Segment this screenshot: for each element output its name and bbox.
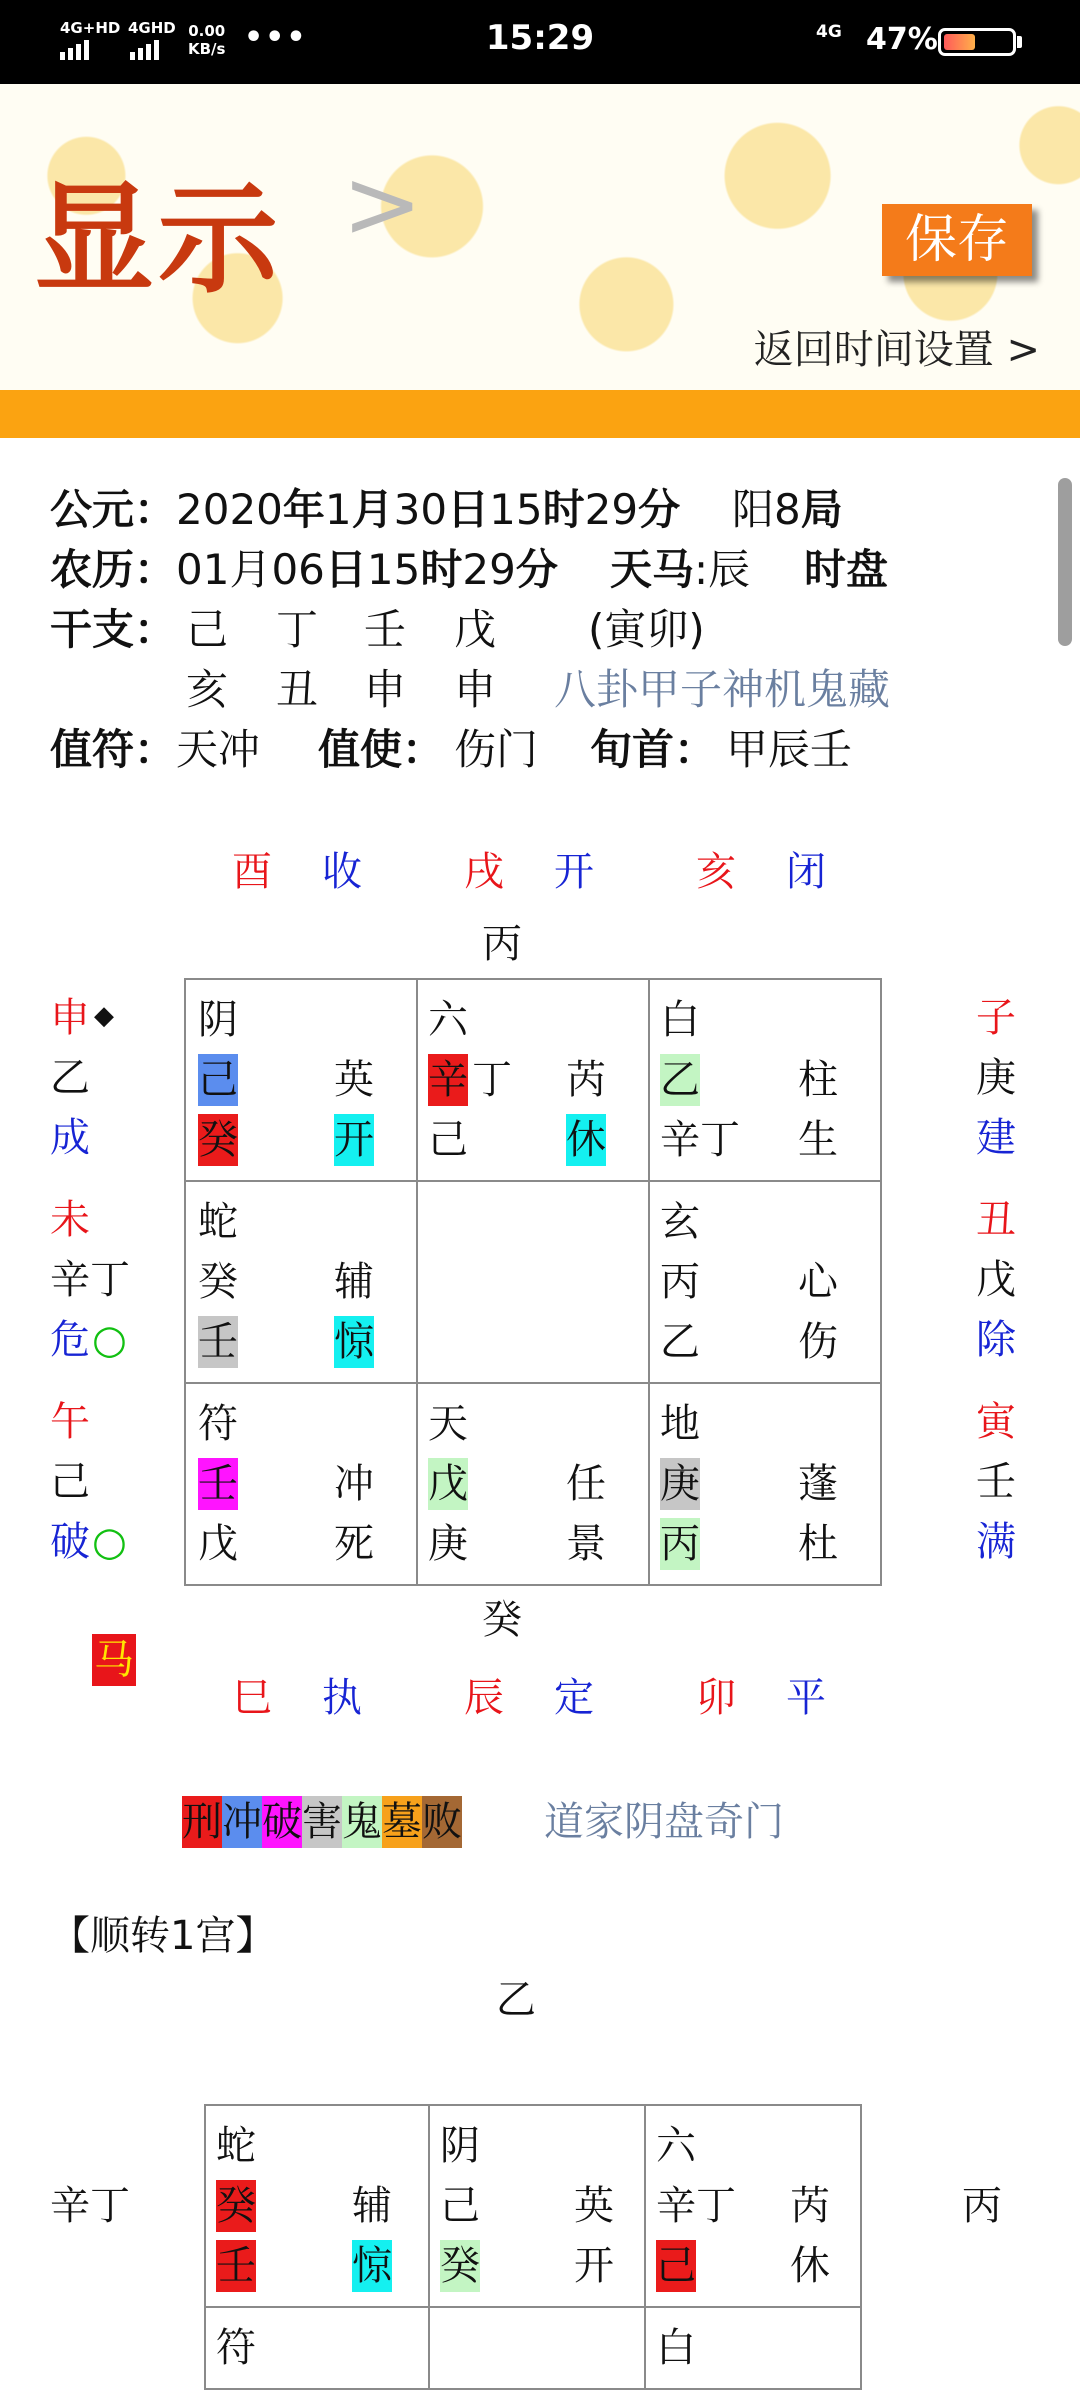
lunar-minute-unit: 分	[515, 545, 558, 594]
di-gan: 壬	[216, 2240, 256, 2292]
right-jian-2: 除	[976, 1317, 1016, 1363]
door-label: 伤	[798, 1319, 838, 1365]
battery-icon	[938, 28, 1016, 56]
star-label: 任	[566, 1461, 606, 1507]
right-zhi-2: 丑	[976, 1197, 1016, 1243]
network-4g-icon: 4G	[816, 22, 842, 42]
center-palace[interactable]	[417, 1181, 649, 1383]
ganzhi-row	[50, 600, 705, 660]
door-label: 杜	[798, 1521, 838, 1567]
tian-gan: 壬	[198, 1458, 238, 1510]
di-gan: 己	[428, 1117, 468, 1163]
palace-cell[interactable]	[185, 1383, 417, 1585]
shen-label: 蛇	[198, 1199, 238, 1245]
zhi-month: 丑	[276, 665, 319, 714]
nine-palace-grid	[184, 978, 882, 1586]
shen-label: 白	[660, 997, 700, 1043]
shen-label: 地	[660, 1401, 700, 1447]
ju-value: 阳8局	[732, 485, 843, 534]
lunar-day-unit: 日	[324, 545, 367, 594]
star-label: 蓬	[798, 1461, 838, 1507]
zhi-year: 亥	[186, 665, 229, 714]
tian-gan: 辛丁	[656, 2183, 736, 2229]
di-gan: 辛丁	[660, 1117, 740, 1163]
left-zhi-2: 未	[50, 1197, 90, 1243]
horse-badge: 马	[92, 1634, 136, 1686]
right-gan-2: 戊	[976, 1257, 1016, 1303]
zhishi-value: 伤门	[454, 725, 539, 774]
shipan-label: 时盘	[804, 545, 889, 594]
zhifu-value: 天冲	[176, 725, 261, 774]
lunar-date: 01月06	[176, 545, 325, 594]
month-value: 1	[324, 485, 352, 534]
status-bar	[0, 0, 1080, 84]
rotation-heading: 【顺转1宫】	[50, 1913, 276, 1959]
shen-label: 符	[198, 1401, 238, 1447]
second-grid	[204, 2104, 862, 2390]
palace-cell[interactable]	[645, 2105, 861, 2307]
door-label: 开	[334, 1114, 374, 1166]
right-gan-1: 庚	[976, 1055, 1016, 1101]
minute-unit: 分	[638, 485, 681, 534]
legend-po: 破	[262, 1796, 302, 1848]
bottom-branch-3: 卯	[696, 1675, 736, 1721]
bottom-branch-2: 辰	[464, 1675, 504, 1721]
tian-gan: 己	[198, 1054, 238, 1106]
star-label: 柱	[798, 1057, 838, 1103]
left-gan-2: 辛丁	[50, 1257, 130, 1303]
top-branch-2: 戌	[464, 849, 504, 895]
day-unit: 日	[447, 485, 490, 534]
star-label: 辅	[352, 2183, 392, 2229]
back-to-time-settings-link[interactable]: 返回时间设置 >	[753, 327, 1040, 373]
top-branch-3: 亥	[696, 849, 736, 895]
shen-label: 阴	[198, 997, 238, 1043]
tian-gan-2: 丁	[472, 1057, 512, 1103]
year-unit: 年	[282, 485, 325, 534]
gongyuan-label: 公元：	[50, 485, 177, 534]
zhifu-label: 值符：	[50, 725, 177, 774]
star-label: 冲	[334, 1461, 374, 1507]
top-jian-1: 收	[322, 849, 362, 895]
signal-1-label: 4G+HD	[60, 19, 121, 37]
signal-2-label: 4GHD	[128, 19, 176, 37]
shen-label: 符	[216, 2325, 256, 2371]
header-banner	[0, 84, 1080, 390]
clock: 15:29	[485, 18, 595, 58]
app-link[interactable]: 八卦甲子神机鬼藏	[554, 665, 891, 714]
second-left-label: 辛丁	[50, 2183, 130, 2229]
year-value: 2020	[176, 485, 283, 534]
di-gan: 壬	[198, 1316, 238, 1368]
left-jian-1: 成	[50, 1115, 90, 1161]
palace-cell[interactable]	[185, 979, 417, 1181]
diamond-icon: ◆	[94, 1001, 114, 1031]
door-label: 休	[566, 1114, 606, 1166]
tian-gan: 戊	[428, 1458, 468, 1510]
legend-gui: 鬼	[342, 1796, 382, 1848]
left-jian-2: 危	[50, 1317, 90, 1363]
shen-label: 六	[656, 2123, 696, 2169]
gongyuan-row	[50, 480, 843, 540]
bottom-jian-1: 执	[322, 1675, 362, 1721]
star-label: 芮	[566, 1057, 606, 1103]
circle-icon: ○	[92, 1317, 127, 1363]
shen-label: 白	[656, 2325, 696, 2371]
zhishi-label: 值使：	[318, 725, 445, 774]
battery-percent: 47%	[866, 22, 938, 57]
second-top-gan: 乙	[496, 1977, 536, 2023]
zhi-row	[50, 660, 891, 720]
tian-gan: 丙	[660, 1259, 700, 1305]
bottom-jian-2: 定	[554, 1675, 594, 1721]
zhi-hour: 申	[454, 665, 497, 714]
right-zhi-3: 寅	[976, 1399, 1016, 1445]
nongli-label: 农历：	[50, 545, 177, 594]
tianma: 天马:辰	[610, 545, 751, 594]
palace-cell[interactable]	[417, 1383, 649, 1585]
tian-gan: 癸	[216, 2180, 256, 2232]
chevron-right-icon: >	[342, 148, 423, 260]
chart-info	[50, 480, 891, 780]
tian-gan: 庚	[660, 1458, 700, 1510]
star-label: 辅	[334, 1259, 374, 1305]
di-gan: 丙	[660, 1518, 700, 1570]
palace-cell[interactable]	[649, 979, 881, 1181]
battery-tip-icon	[1017, 36, 1022, 48]
more-notifications-icon: •••	[244, 20, 308, 55]
relation-legend	[182, 1796, 462, 1848]
door-label: 生	[798, 1117, 838, 1163]
bottom-branch-1: 巳	[232, 1675, 272, 1721]
di-gan: 戊	[198, 1521, 238, 1567]
minute-value: 29	[584, 485, 639, 534]
scrollbar[interactable]	[1058, 478, 1072, 646]
di-gan: 己	[656, 2240, 696, 2292]
di-gan: 癸	[198, 1114, 238, 1166]
star-label: 英	[334, 1057, 374, 1103]
palace-cell[interactable]	[185, 1181, 417, 1383]
xunshou-value: 甲辰壬	[726, 725, 853, 774]
door-label: 死	[334, 1521, 374, 1567]
palace-cell[interactable]	[205, 2105, 429, 2307]
di-gan: 庚	[428, 1521, 468, 1567]
gan-hour: 戊	[454, 605, 497, 654]
tian-gan: 癸	[198, 1259, 238, 1305]
legend-bai: 败	[422, 1796, 462, 1848]
ganzhi-label: 干支：	[50, 605, 177, 654]
palace-cell[interactable]	[205, 2307, 429, 2389]
page-title: 显示	[34, 171, 282, 310]
month-unit: 月	[351, 485, 394, 534]
right-zhi-1: 子	[976, 995, 1016, 1041]
kong-wang: (寅卯)	[588, 605, 705, 654]
shen-label: 阴	[440, 2123, 480, 2169]
palace-cell[interactable]	[429, 2307, 645, 2389]
right-jian-3: 满	[976, 1519, 1016, 1565]
gan-day: 壬	[364, 605, 407, 654]
star-label: 英	[574, 2183, 614, 2229]
shen-label: 蛇	[216, 2123, 256, 2169]
shen-label: 玄	[660, 1199, 700, 1245]
legend-xing: 刑	[182, 1796, 222, 1848]
zhi-day: 申	[364, 665, 407, 714]
palace-cell[interactable]	[429, 2105, 645, 2307]
left-zhi-3: 午	[50, 1399, 90, 1445]
di-gan: 乙	[660, 1319, 700, 1365]
palace-cell[interactable]	[649, 1181, 881, 1383]
door-label: 开	[574, 2243, 614, 2289]
circle-icon: ○	[92, 1519, 127, 1565]
legend-mu: 墓	[382, 1796, 422, 1848]
save-button[interactable]: 保存	[882, 204, 1032, 276]
door-label: 惊	[352, 2240, 392, 2292]
left-gan-3: 己	[50, 1459, 90, 1505]
bottom-outer-gan: 癸	[482, 1597, 522, 1643]
lunar-minute: 29	[462, 545, 516, 594]
network-speed: 0.00 KB/s	[188, 22, 226, 58]
header-divider	[0, 390, 1080, 438]
nongli-row	[50, 540, 889, 600]
lunar-hour-unit: 时	[420, 545, 463, 594]
di-gan: 癸	[440, 2240, 480, 2292]
daojia-link[interactable]: 道家阴盘奇门	[544, 1799, 784, 1845]
legend-chong: 冲	[222, 1796, 262, 1848]
shen-label: 六	[428, 997, 468, 1043]
hour-value: 15	[489, 485, 543, 534]
gan-year: 己	[186, 605, 229, 654]
tian-gan: 己	[440, 2183, 480, 2229]
shen-label: 天	[428, 1401, 468, 1447]
zhifu-row	[50, 720, 853, 780]
door-label: 惊	[334, 1316, 374, 1368]
gan-month: 丁	[276, 605, 319, 654]
day-value: 30	[393, 485, 448, 534]
palace-cell[interactable]	[417, 979, 649, 1181]
palace-cell[interactable]	[649, 1383, 881, 1585]
second-right-label: 丙	[962, 2183, 1002, 2229]
star-label: 心	[798, 1259, 838, 1305]
left-gan-1: 乙	[50, 1055, 90, 1101]
right-gan-3: 壬	[976, 1459, 1016, 1505]
top-jian-2: 开	[554, 849, 594, 895]
top-jian-3: 闭	[786, 849, 826, 895]
hour-unit: 时	[542, 485, 585, 534]
left-jian-3: 破	[50, 1519, 90, 1565]
tian-gan: 乙	[660, 1054, 700, 1106]
lunar-hour: 15	[366, 545, 421, 594]
left-zhi-1: 申	[50, 995, 90, 1041]
right-jian-1: 建	[976, 1115, 1016, 1161]
top-outer-gan: 丙	[482, 921, 522, 967]
bottom-jian-3: 平	[786, 1675, 826, 1721]
star-label: 芮	[790, 2183, 830, 2229]
door-label: 休	[790, 2243, 830, 2289]
top-branch-1: 酉	[232, 849, 272, 895]
tian-gan: 辛	[428, 1054, 468, 1106]
xunshou-label: 旬首：	[590, 725, 717, 774]
door-label: 景	[566, 1521, 606, 1567]
palace-cell[interactable]	[645, 2307, 861, 2389]
legend-hai: 害	[302, 1796, 342, 1848]
